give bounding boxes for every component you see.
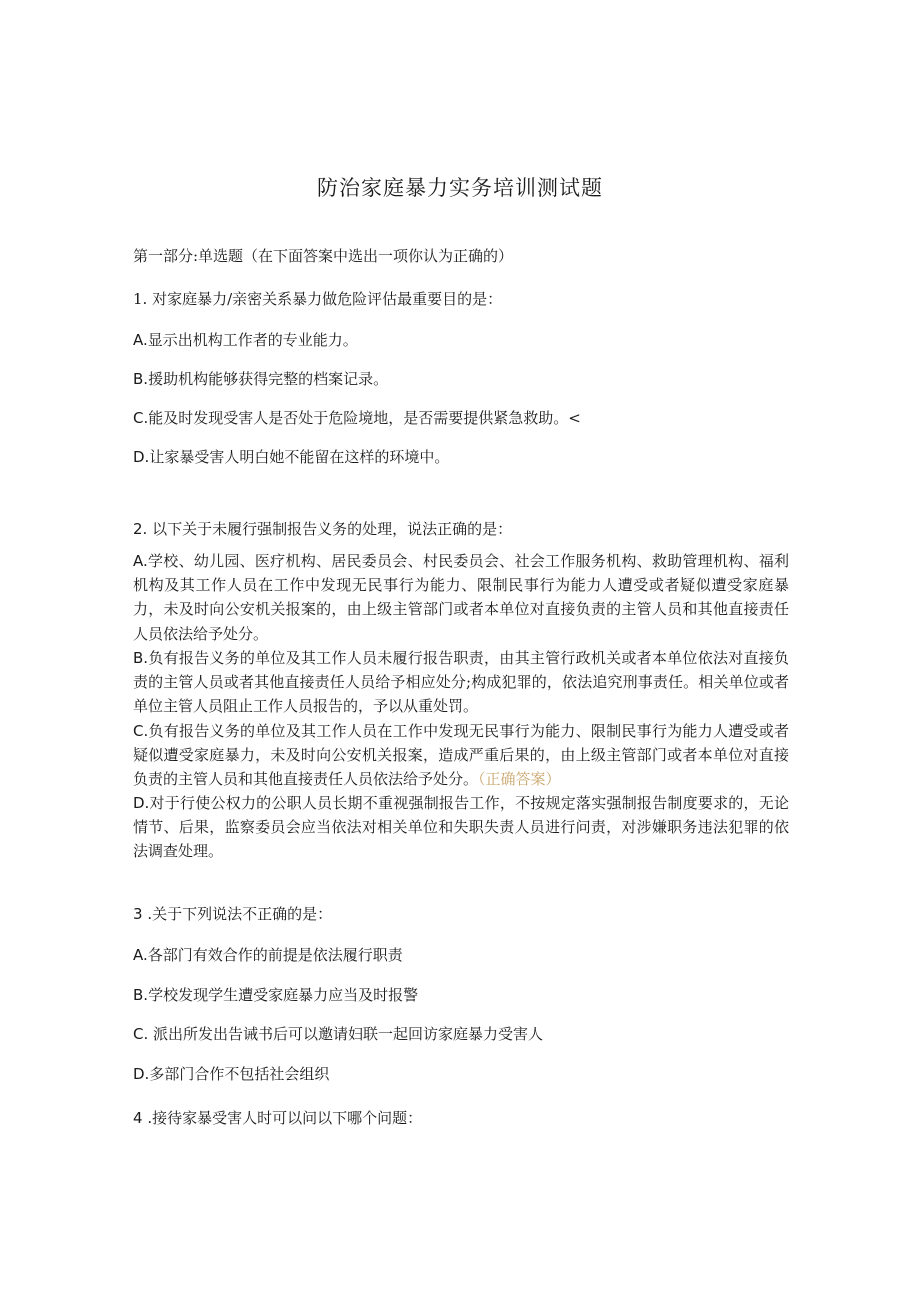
question-3-stem bbox=[133, 902, 793, 926]
page-title: 防治家庭暴力实务培训测试题 bbox=[317, 176, 603, 200]
option-text: 学校发现学生遭受家庭暴力应当及时报警 bbox=[148, 986, 419, 1004]
option-text: 派出所发出告诫书后可以邀请妇联一起回访家庭暴力受害人 bbox=[148, 1025, 544, 1043]
question-number: 3 bbox=[133, 905, 143, 923]
option-letter: B. bbox=[133, 370, 149, 388]
question-4-stem bbox=[133, 1106, 793, 1130]
option-letter: C. bbox=[133, 722, 149, 740]
section-heading: 第一部分:单选题（在下面答案中选出一项你认为正确的） bbox=[133, 247, 514, 265]
question-number: 4 bbox=[133, 1109, 143, 1127]
q1-option-d bbox=[133, 445, 793, 469]
q3-option-d bbox=[133, 1062, 793, 1086]
option-letter: C. bbox=[133, 1025, 149, 1043]
correct-answer-mark: （正确答案） bbox=[478, 770, 561, 789]
q1-option-b bbox=[133, 367, 793, 391]
option-text: 多部门合作不包括社会组织 bbox=[149, 1065, 330, 1083]
question-text: .接待家暴受害人时可以问以下哪个问题： bbox=[142, 1109, 423, 1127]
option-letter: D. bbox=[133, 448, 150, 466]
q3-option-a bbox=[133, 943, 793, 967]
option-letter: D. bbox=[133, 794, 150, 812]
option-text: 学校、幼儿园、医疗机构、居民委员会、村民委员会、社会工作服务机构、救助管理机构、福利机构及其工作人员在工作中发现无民事行为能力、限制民事行为能力人遭受或者疑似遭受家庭暴力，未及时向公安机关报案的，由上级主管部门或者本单位对直接负责的主管人员和其他直接责任人员依法给予处分。 bbox=[133, 552, 789, 643]
option-letter: C. bbox=[133, 409, 149, 427]
option-text: 援助机构能够获得完整的档案记录。 bbox=[148, 370, 389, 388]
option-letter: D. bbox=[133, 1065, 150, 1083]
q2-option-c bbox=[133, 719, 789, 792]
q2-option-d bbox=[133, 791, 789, 864]
option-text: 能及时发现受害人是否处于危险境地，是否需要提供紧急救助。< bbox=[148, 409, 581, 427]
q1-option-a bbox=[133, 328, 793, 352]
option-text: 负有报告义务的单位及其工作人员未履行报告职责，由其主管行政机关或者本单位依法对直接负责的主管人员或者其他直接责任人员给予相应处分;构成犯罪的，依法追究刑事责任。相关单位或者单位主管人员阻止工作人员报告的，予以从重处罚。 bbox=[133, 649, 789, 716]
option-letter: A. bbox=[133, 946, 148, 964]
option-text: 显示出机构工作者的专业能力。 bbox=[147, 331, 358, 349]
q2-option-a bbox=[133, 549, 789, 646]
question-2-stem bbox=[133, 517, 793, 541]
question-1-stem: 1. 对家庭暴力/亲密关系暴力做危险评估最重要目的是： bbox=[133, 290, 503, 308]
option-letter: A. bbox=[133, 552, 148, 570]
option-text: 对于行使公权力的公职人员长期不重视强制报告工作，不按规定落实强制报告制度要求的，无论情节、后果，监察委员会应当依法对相关单位和失职失责人员进行问责，对涉嫌职务违法犯罪的依法调查处理。 bbox=[133, 794, 789, 861]
option-text: 负有报告义务的单位及其工作人员在工作中发现无民事行为能力、限制民事行为能力人遭受或者疑似遭受家庭暴力，未及时向公安机关报案，造成严重后果的，由上级主管部门或者本单位对直接负责的主管人员和其他直接责任人员依法给予处分。 bbox=[133, 722, 789, 789]
option-letter: B. bbox=[133, 649, 149, 667]
question-text: . 以下关于未履行强制报告义务的处理，说法正确的是： bbox=[142, 520, 513, 538]
option-text: 让家暴受害人明白她不能留在这样的环境中。 bbox=[149, 448, 450, 466]
q2-option-b bbox=[133, 646, 789, 719]
q3-option-c bbox=[133, 1022, 793, 1046]
question-number: 2 bbox=[133, 520, 143, 538]
q1-option-c bbox=[133, 406, 793, 430]
q3-option-b bbox=[133, 983, 793, 1007]
option-letter: A. bbox=[133, 331, 148, 349]
question-text: .关于下列说法不正确的是： bbox=[142, 905, 333, 923]
option-text: 各部门有效合作的前提是依法履行职责 bbox=[147, 946, 403, 964]
option-letter: B. bbox=[133, 986, 149, 1004]
